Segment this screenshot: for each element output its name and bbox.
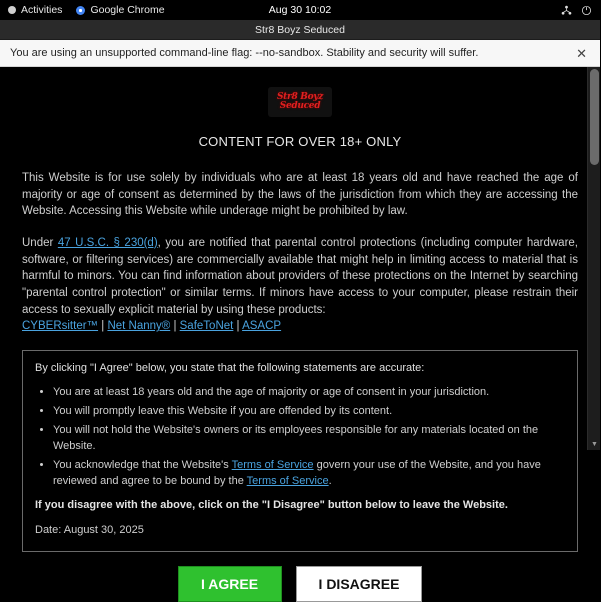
action-button-row	[22, 566, 578, 602]
filter-link-3[interactable]: ASACP	[242, 320, 282, 333]
window-title: Str8 Boyz Seduced	[255, 23, 345, 36]
bullet4-pre: You acknowledge that the Website's	[53, 458, 232, 471]
list-item: • You are at least 18 years old and the age of majority or age of consent in your jurisdiction.	[53, 385, 565, 401]
current-date: Date: August 30, 2025	[35, 524, 144, 537]
list-item: • You will not hold the Website's owners or its employees responsible for any materials located on the Website.	[53, 423, 565, 455]
bullet4-mid: govern your use of the Website, and you have reviewed and agree to be bound by the	[53, 458, 541, 487]
site-logo-line1: Str8 Boyz	[276, 91, 324, 102]
top-bar-right	[561, 5, 600, 16]
filter-link-1[interactable]: Net Nanny®	[107, 320, 171, 333]
terms-of-service-link[interactable]: Terms of Service	[231, 458, 314, 471]
agree-button[interactable]: I AGREE	[178, 566, 282, 602]
paragraph2-pre: Under	[22, 236, 58, 249]
activities-label: Activities	[21, 4, 63, 16]
page-scrollbar[interactable]	[587, 67, 600, 450]
site-logo-text	[277, 93, 323, 112]
agreement-lead: By clicking "I Agree" below, you state that the following statements are accurate:	[35, 361, 425, 374]
power-icon[interactable]	[581, 5, 592, 16]
window-title-bar	[0, 20, 600, 40]
age-verification-page	[0, 67, 600, 593]
disagree-warning: If you disagree with the above, click on the "I Disagree" button below to leave the Website.	[35, 499, 508, 512]
app-name-label: Google Chrome	[90, 4, 165, 16]
system-clock[interactable]: Aug 30 10:02	[268, 4, 332, 16]
chrome-icon	[76, 6, 85, 15]
site-logo-line2: Seduced	[279, 101, 321, 111]
scrollbar-thumb[interactable]	[590, 69, 599, 165]
filter-link-2[interactable]: SafeToNet	[179, 320, 234, 333]
page-viewport	[0, 67, 600, 593]
disagree-button[interactable]: I DISAGREE	[296, 566, 423, 602]
close-icon[interactable]: ✕	[576, 45, 587, 61]
sep-2: |	[233, 320, 243, 333]
page-title: CONTENT FOR OVER 18+ ONLY	[198, 134, 402, 149]
top-bar-left	[0, 4, 165, 16]
infobar-message: You are using an unsupported command-line flag: --no-sandbox. Stability and security will suffer.	[10, 47, 479, 59]
list-item: • You will promptly leave this Website if you are offended by its content.	[53, 404, 565, 420]
sep-0: |	[98, 320, 108, 333]
agreement-bullet-list	[35, 385, 565, 490]
system-top-bar	[0, 0, 600, 20]
list-item	[53, 458, 565, 490]
activities-button[interactable]	[8, 4, 62, 16]
usc-link[interactable]: 47 U.S.C. § 230(d)	[57, 236, 158, 249]
sep-1: |	[170, 320, 180, 333]
network-icon[interactable]	[561, 5, 572, 16]
site-logo[interactable]	[268, 87, 332, 117]
activities-dot-icon	[8, 6, 16, 14]
unsupported-flag-infobar	[0, 40, 600, 67]
paragraph-age-requirement: This Website is for use solely by individuals who are at least 18 years old and have reached the age of majority or age of consent as determined by the laws of the jurisdiction from which they are accessing the Website. Accessing this Website while underage might be prohibited by law.	[22, 171, 578, 218]
filter-link-0[interactable]: CYBERsitter™	[22, 320, 99, 333]
bullet4-post: .	[328, 474, 332, 487]
paragraph2-post: , you are notified that parental control protections (including computer hardware, software, or filtering services) are commercially available that might help in limiting access to material that is harmful to minors. You can find information about providers of these protections on the Internet by searching "parental control protection" or similar terms. If minors have access to your computer, please restrain their access to sexually explicit material by using these products:	[22, 236, 578, 316]
terms-of-service-link-2[interactable]: Terms of Service	[246, 474, 329, 487]
agreement-box	[22, 350, 578, 552]
paragraph-parental-controls	[22, 235, 578, 335]
site-logo-wrap	[22, 67, 578, 125]
scroll-down-icon[interactable]: ▼	[591, 441, 598, 448]
app-menu-chrome[interactable]	[76, 4, 164, 16]
